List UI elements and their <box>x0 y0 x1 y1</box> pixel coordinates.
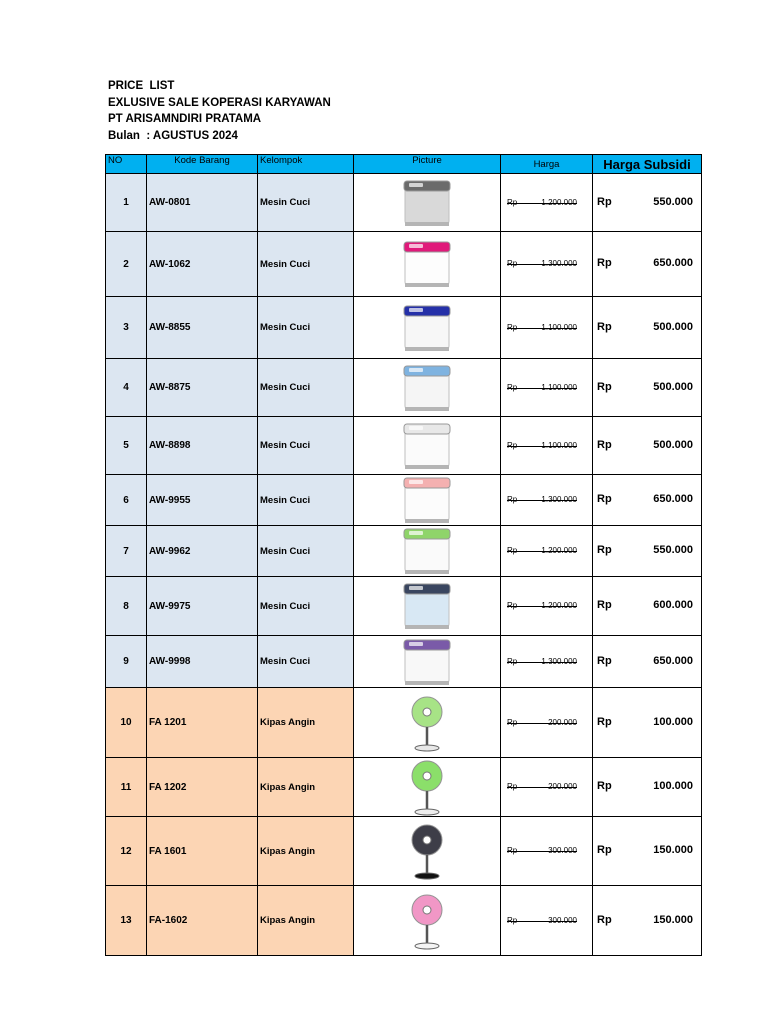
strikethrough-line <box>507 921 577 922</box>
subsidi-currency: Rp <box>597 780 612 792</box>
original-price-amount: 200.000 <box>548 717 577 727</box>
original-price-currency: Rp <box>507 546 518 555</box>
cell-harga-subsidi <box>593 688 702 758</box>
original-price <box>507 546 577 556</box>
washing-machine-grey-icon <box>401 197 453 208</box>
cell-harga <box>501 232 593 297</box>
washing-machine-blue-icon <box>401 322 453 333</box>
original-price-currency: Rp <box>507 440 518 450</box>
subsidi-currency: Rp <box>597 320 612 333</box>
cell-no: 7 <box>106 526 147 577</box>
original-price-currency: Rp <box>507 382 518 392</box>
cell-harga-subsidi <box>593 359 702 417</box>
original-price-currency: Rp <box>507 782 518 791</box>
table-row <box>106 417 702 475</box>
washing-machine-lightblue-icon <box>401 382 453 393</box>
cell-kode-barang: AW-8855 <box>147 297 258 359</box>
original-price-currency: Rp <box>507 259 518 268</box>
cell-picture <box>354 232 501 297</box>
original-price-currency: Rp <box>507 197 518 207</box>
subsidi-amount: 150.000 <box>653 844 693 856</box>
cell-picture <box>354 526 501 577</box>
fan-black-icon <box>402 846 452 857</box>
table-row <box>106 758 702 817</box>
table-row <box>106 297 702 359</box>
original-price <box>507 601 577 611</box>
table-row <box>106 688 702 758</box>
subsidi-amount: 650.000 <box>653 493 693 505</box>
cell-harga-subsidi <box>593 526 702 577</box>
cell-kode-barang: AW-9955 <box>147 475 258 526</box>
cell-harga <box>501 297 593 359</box>
cell-harga-subsidi <box>593 417 702 475</box>
washing-machine-white-icon <box>401 440 453 451</box>
cell-kelompok: Mesin Cuci <box>258 577 354 636</box>
original-price <box>507 198 577 208</box>
cell-no: 3 <box>106 297 147 359</box>
original-price <box>507 718 577 728</box>
washing-machine-pink-icon <box>401 259 453 270</box>
cell-kelompok: Kipas Angin <box>258 886 354 956</box>
cell-no: 6 <box>106 475 147 526</box>
original-price <box>507 657 577 667</box>
cell-no: 4 <box>106 359 147 417</box>
cell-picture <box>354 688 501 758</box>
subsidi-amount: 500.000 <box>653 320 693 333</box>
original-price-currency: Rp <box>507 495 518 504</box>
cell-harga-subsidi <box>593 232 702 297</box>
cell-kelompok: Mesin Cuci <box>258 417 354 475</box>
cell-kelompok: Kipas Angin <box>258 758 354 817</box>
cell-kelompok: Mesin Cuci <box>258 359 354 417</box>
cell-no: 12 <box>106 817 147 886</box>
cell-harga-subsidi <box>593 636 702 688</box>
cell-kode-barang: AW-1062 <box>147 232 258 297</box>
washing-machine-green-icon <box>401 546 453 557</box>
strikethrough-line <box>507 787 577 788</box>
table-row <box>106 636 702 688</box>
cell-picture <box>354 817 501 886</box>
cell-no: 11 <box>106 758 147 817</box>
table-row <box>106 174 702 232</box>
original-price <box>507 323 577 333</box>
table-row <box>106 886 702 956</box>
strikethrough-line <box>507 446 577 447</box>
original-price-currency: Rp <box>507 601 518 610</box>
cell-harga <box>501 817 593 886</box>
cell-no: 9 <box>106 636 147 688</box>
cell-kode-barang: AW-0801 <box>147 174 258 232</box>
cell-harga <box>501 577 593 636</box>
price-table <box>105 154 702 956</box>
cell-kelompok: Mesin Cuci <box>258 526 354 577</box>
subsidi-amount: 150.000 <box>653 913 693 926</box>
original-price-amount: 1.300.000 <box>541 495 577 504</box>
cell-picture <box>354 758 501 817</box>
original-price-amount: 1.100.000 <box>541 322 577 332</box>
strikethrough-line <box>507 551 577 552</box>
table-header-row <box>106 155 702 174</box>
fan-pink-icon <box>402 915 452 926</box>
cell-picture <box>354 359 501 417</box>
cell-kode-barang: AW-9975 <box>147 577 258 636</box>
cell-harga <box>501 417 593 475</box>
cell-picture <box>354 297 501 359</box>
subsidi-currency: Rp <box>597 844 612 856</box>
table-row <box>106 359 702 417</box>
subsidi-currency: Rp <box>597 380 612 393</box>
original-price-currency: Rp <box>507 656 518 666</box>
original-price-amount: 1.200.000 <box>541 601 577 610</box>
washing-machine-purple-icon <box>401 656 453 667</box>
subsidi-currency: Rp <box>597 599 612 611</box>
original-price-amount: 200.000 <box>548 782 577 791</box>
cell-harga-subsidi <box>593 817 702 886</box>
strikethrough-line <box>507 388 577 389</box>
cell-kelompok: Mesin Cuci <box>258 297 354 359</box>
cell-harga-subsidi <box>593 758 702 817</box>
original-price-amount: 300.000 <box>548 846 577 855</box>
strikethrough-line <box>507 662 577 663</box>
subsidi-amount: 650.000 <box>653 257 693 269</box>
month-label: Bulan : AGUSTUS 2024 <box>108 129 238 142</box>
subsidi-amount: 500.000 <box>653 380 693 393</box>
cell-harga-subsidi <box>593 577 702 636</box>
col-header-harga-subsidi: Harga Subsidi <box>593 155 702 174</box>
original-price-amount: 300.000 <box>548 915 577 925</box>
subsidi-amount: 550.000 <box>653 544 693 556</box>
original-price <box>507 782 577 792</box>
cell-kode-barang: AW-8898 <box>147 417 258 475</box>
original-price-amount: 1.200.000 <box>541 546 577 555</box>
original-price <box>507 495 577 505</box>
subsidi-currency: Rp <box>597 257 612 269</box>
cell-harga <box>501 359 593 417</box>
strikethrough-line <box>507 606 577 607</box>
title-exclusive-sale: EXLUSIVE SALE KOPERASI KARYAWAN <box>108 96 331 109</box>
subsidi-amount: 100.000 <box>653 780 693 792</box>
col-header-no: NO <box>106 155 147 174</box>
strikethrough-line <box>507 203 577 204</box>
subsidi-currency: Rp <box>597 544 612 556</box>
table-row <box>106 577 702 636</box>
subsidi-amount: 550.000 <box>653 195 693 208</box>
col-header-kode-barang: Kode Barang <box>147 155 258 174</box>
col-header-harga: Harga <box>501 155 593 174</box>
cell-harga <box>501 526 593 577</box>
cell-kode-barang: AW-8875 <box>147 359 258 417</box>
cell-kelompok: Mesin Cuci <box>258 636 354 688</box>
document-header <box>108 78 331 144</box>
original-price <box>507 259 577 269</box>
cell-harga <box>501 758 593 817</box>
col-header-kelompok: Kelompok <box>258 155 354 174</box>
cell-picture <box>354 886 501 956</box>
subsidi-currency: Rp <box>597 913 612 926</box>
subsidi-currency: Rp <box>597 654 612 667</box>
subsidi-amount: 650.000 <box>653 654 693 667</box>
cell-no: 8 <box>106 577 147 636</box>
strikethrough-line <box>507 500 577 501</box>
table-row <box>106 817 702 886</box>
cell-kelompok: Kipas Angin <box>258 817 354 886</box>
cell-kode-barang: FA-1602 <box>147 886 258 956</box>
original-price-amount: 1.300.000 <box>541 259 577 268</box>
subsidi-amount: 600.000 <box>653 599 693 611</box>
original-price-amount: 1.100.000 <box>541 382 577 392</box>
table-row <box>106 526 702 577</box>
original-price-amount: 1.100.000 <box>541 440 577 450</box>
col-header-picture: Picture <box>354 155 501 174</box>
cell-no: 10 <box>106 688 147 758</box>
cell-harga <box>501 688 593 758</box>
cell-harga-subsidi <box>593 174 702 232</box>
cell-kelompok: Mesin Cuci <box>258 475 354 526</box>
cell-harga <box>501 636 593 688</box>
cell-picture <box>354 636 501 688</box>
subsidi-amount: 500.000 <box>653 438 693 451</box>
subsidi-amount: 100.000 <box>653 715 693 728</box>
cell-kelompok: Kipas Angin <box>258 688 354 758</box>
subsidi-currency: Rp <box>597 493 612 505</box>
cell-harga-subsidi <box>593 297 702 359</box>
cell-harga <box>501 475 593 526</box>
original-price <box>507 383 577 393</box>
cell-picture <box>354 174 501 232</box>
strikethrough-line <box>507 264 577 265</box>
cell-picture <box>354 417 501 475</box>
original-price-currency: Rp <box>507 846 518 855</box>
original-price-currency: Rp <box>507 322 518 332</box>
original-price-currency: Rp <box>507 717 518 727</box>
fan-green-icon <box>402 717 452 728</box>
title-price-list: PRICE LIST <box>108 80 175 92</box>
cell-no: 5 <box>106 417 147 475</box>
cell-kode-barang: AW-9998 <box>147 636 258 688</box>
cell-harga <box>501 886 593 956</box>
washing-machine-navy-icon <box>401 601 453 612</box>
cell-kode-barang: FA 1201 <box>147 688 258 758</box>
original-price-currency: Rp <box>507 915 518 925</box>
cell-no: 1 <box>106 174 147 232</box>
cell-kode-barang: FA 1202 <box>147 758 258 817</box>
strikethrough-line <box>507 328 577 329</box>
subsidi-currency: Rp <box>597 195 612 208</box>
fan-lightgreen-icon <box>402 782 452 793</box>
cell-kode-barang: AW-9962 <box>147 526 258 577</box>
original-price <box>507 441 577 451</box>
cell-picture <box>354 475 501 526</box>
washing-machine-red-icon <box>401 495 453 506</box>
cell-no: 2 <box>106 232 147 297</box>
table-body <box>106 174 702 956</box>
subsidi-currency: Rp <box>597 438 612 451</box>
table-row <box>106 475 702 526</box>
original-price <box>507 846 577 856</box>
table-row <box>106 232 702 297</box>
subsidi-currency: Rp <box>597 715 612 728</box>
cell-harga-subsidi <box>593 475 702 526</box>
strikethrough-line <box>507 851 577 852</box>
original-price-amount: 1.300.000 <box>541 656 577 666</box>
cell-harga <box>501 174 593 232</box>
original-price <box>507 916 577 926</box>
cell-kelompok: Mesin Cuci <box>258 174 354 232</box>
cell-picture <box>354 577 501 636</box>
company-name: PT ARISAMNDIRI PRATAMA <box>108 113 262 125</box>
strikethrough-line <box>507 723 577 724</box>
cell-harga-subsidi <box>593 886 702 956</box>
cell-kelompok: Mesin Cuci <box>258 232 354 297</box>
original-price-amount: 1.200.000 <box>541 197 577 207</box>
cell-kode-barang: FA 1601 <box>147 817 258 886</box>
cell-no: 13 <box>106 886 147 956</box>
